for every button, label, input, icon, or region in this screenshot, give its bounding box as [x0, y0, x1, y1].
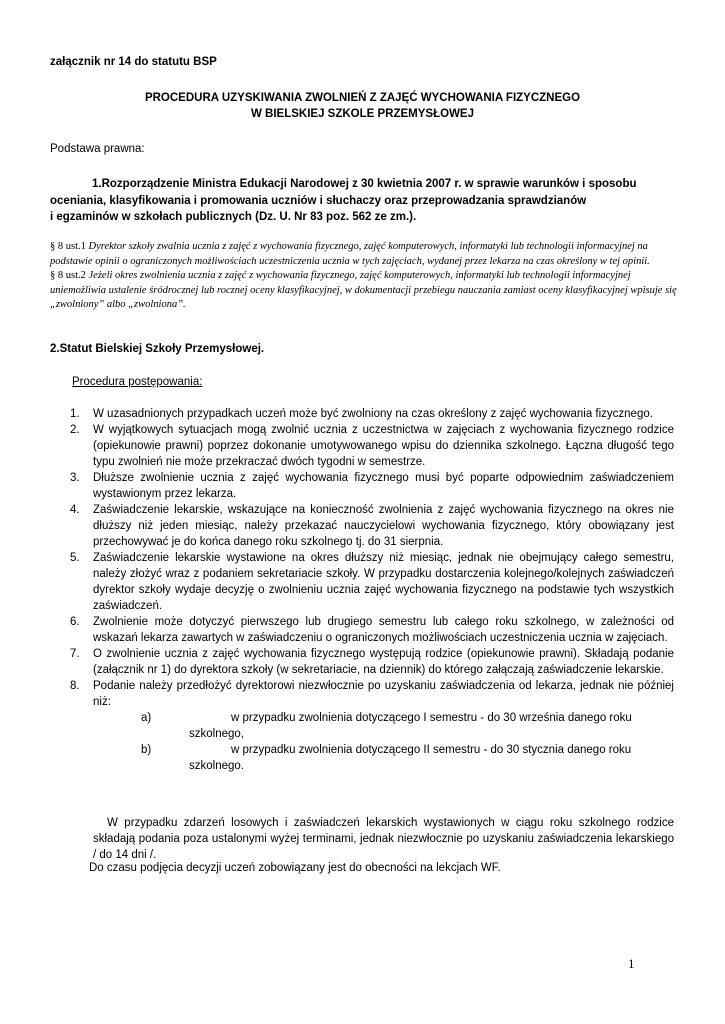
item-number: 3.: [70, 472, 80, 484]
item-text: Dłuższe zwolnienie ucznia z zajęć wychowania fizycznego musi być poparte odpowiednim zaświadczeniem wystawionym przez lekarza.: [93, 472, 674, 500]
procedure-heading: Procedura postępowania:: [72, 376, 203, 388]
annex-label: załącznik nr 14 do statutu BSP: [50, 56, 217, 68]
list-item: [70, 422, 674, 470]
sub-item-b: [93, 742, 674, 774]
document-title-line2: W BIELSKIEJ SZKOLE PRZEMYSŁOWEJ: [251, 108, 474, 120]
paragraph-1-ref: § 8 ust.1: [50, 241, 86, 252]
legal-paragraph-2: [50, 269, 682, 313]
regulation-line-2: oceniania, klasyfikowania i promowania uczniów i słuchaczy oraz przeprowadzania sprawdzianów: [50, 194, 587, 207]
item-number: 5.: [70, 552, 80, 564]
sub-item-letter: a): [141, 712, 152, 724]
item-number: 2.: [70, 424, 80, 436]
list-item: [70, 646, 674, 678]
list-item: [70, 502, 674, 550]
paragraph-1-text: Dyrektor szkoły zwalnia ucznia z zajęć z wychowania fizycznego, zajęć komputerowych, informatyki lub technologii informacyjnej na podstawie opinii o ograniczonych możliwościach uczestniczenia ucznia w tych zajęciach, wydanej przez lekarza na czas określony w tej opinii.: [50, 241, 650, 267]
regulation-reference: [50, 176, 682, 226]
sub-item-continuation: szkolnego,: [189, 728, 244, 740]
regulation-line-3: i egzaminów w szkołach publicznych (Dz. U. Nr 83 poz. 562 ze zm.).: [50, 211, 417, 223]
item-number: 6.: [70, 616, 80, 628]
regulation-line-1: 1.Rozporządzenie Ministra Edukacji Narodowej z 30 kwietnia 2007 r. w sprawie warunków i sposobu: [92, 178, 637, 190]
item-text: Zwolnienie może dotyczyć pierwszego lub drugiego semestru lub całego roku szkolnego, w zależności od wskazań lekarza zawartych w zaświadczeniu o ograniczonych możliwościach uczestniczenia ucznia w zajęciach.: [93, 616, 674, 644]
paragraph-2-text: Jeżeli okres zwolnienia ucznia z zajęć z wychowania fizycznego, zajęć komputerowych, informatyki lub technologii informacyjnej uniemożliwia ustalenie śródrocznej lub rocznej oceny klasyfikacyjnej, w dokumentacji przebiegu nauczania zamiast oceny klasyfikacyjnej wpisuje się „zwolniony” albo „zwolniona”.: [50, 270, 677, 310]
item-text: Zaświadczenie lekarskie, wskazujące na konieczność zwolnienia z zajęć wychowania fizycznego na okres nie dłuższy niż jeden miesiąc, należy przekazać nauczycielowi wychowania fizycznego, który obowiązany jest przechowywać je do końca danego roku szkolnego tj. do 31 sierpnia.: [93, 504, 674, 548]
item-text: W wyjątkowych sytuacjach mogą zwolnić ucznia z uczestnictwa w zajęciach z wychowania fizycznego rodzice (opiekunowie prawni) poprzez dokonanie umotywowanego wpisu do dziennika szkolnego. Łączna długość tego typu zwolnień nie może przekraczać dwóch tygodni w semestrze.: [93, 424, 674, 468]
list-item: [70, 470, 674, 502]
page-number: 1: [628, 956, 635, 971]
legal-paragraphs: [50, 240, 682, 313]
sub-item-text: w przypadku zwolnienia dotyczącego II semestru - do 30 stycznia danego roku: [231, 744, 632, 756]
legal-paragraph-1: [50, 240, 682, 269]
item-text: Zaświadczenie lekarskie wystawione na okres dłuższy niż miesiąc, jednak nie obejmujący całego semestru, należy złożyć wraz z podaniem sekretariacie szkoły. W przypadku dostarczenia kolejnego/kolejnych zaświadczeń dyrektor szkoły wydaje decyzję o zwolnieniu ucznia zajęć wychowania fizycznego na podstawie tych wszystkich zaświadczeń.: [93, 552, 674, 612]
list-item: [70, 406, 674, 422]
exception-paragraph: W przypadku zdarzeń losowych i zaświadczeń lekarskich wystawionych w ciągu roku szkolnego rodzice składają podania poza ustalonymi wyżej terminami, jednak niezwłocznie po uzyskaniu zaświadczenia lekarskiego / do 14 dni /.: [93, 817, 674, 861]
procedure-list: [70, 406, 674, 774]
item-number: 4.: [70, 504, 80, 516]
legal-basis-label: Podstawa prawna:: [50, 143, 145, 155]
item-number: 1.: [70, 408, 80, 420]
item-number: 8.: [70, 680, 80, 692]
statute-reference: 2.Statut Bielskiej Szkoły Przemysłowej.: [50, 343, 265, 355]
list-item: [70, 678, 674, 774]
list-item: [70, 614, 674, 646]
list-item: [70, 550, 674, 614]
sub-item-letter: b): [141, 744, 152, 756]
item-text: O zwolnienie ucznia z zajęć wychowania fizycznego występują rodzice (opiekunowie prawni). Składają podanie (załącznik nr 1) do dyrektora szkoły (w sekretariacie, na dziennik) do którego załączają zaświadczenie lekarskie.: [93, 648, 674, 676]
document-title-line1: PROCEDURA UZYSKIWANIA ZWOLNIEŃ Z ZAJĘĆ WYCHOWANIA FIZYCZNEGO: [144, 92, 581, 104]
sub-item-text: w przypadku zwolnienia dotyczącego I semestru - do 30 września danego roku: [231, 712, 632, 724]
item-number: 7.: [70, 648, 80, 660]
item-text: W uzasadnionych przypadkach uczeń może być zwolniony na czas określony z zajęć wychowania fizycznego.: [93, 408, 653, 420]
final-paragraph: Do czasu podjęcia decyzji uczeń zobowiązany jest do obecności na lekcjach WF.: [89, 862, 501, 874]
paragraph-2-ref: § 8 ust.2: [50, 270, 86, 281]
sub-item-a: [93, 710, 674, 742]
sub-item-continuation: szkolnego.: [189, 760, 244, 772]
item-text: Podanie należy przedłożyć dyrektorowi niezwłocznie po uzyskaniu zaświadczenia od lekarza, jednak nie później niż:: [93, 680, 674, 708]
